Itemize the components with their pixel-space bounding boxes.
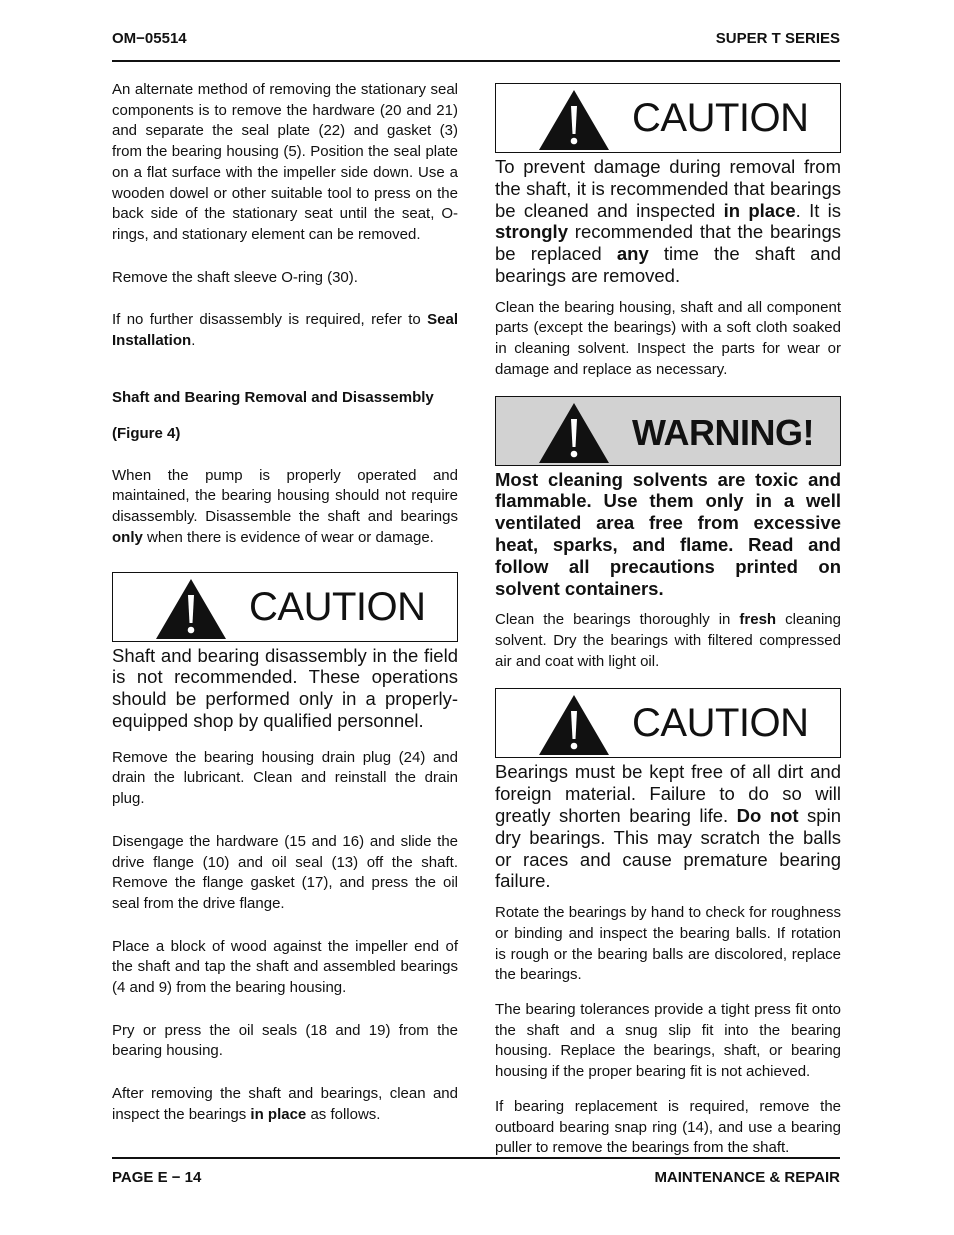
text: Bearings must be kept free of all dirt and foreign material. Failure to do so will greatly shorten bearing life. (495, 761, 841, 827)
warning-triangle-icon (538, 89, 610, 151)
emphasis: in place (250, 1105, 307, 1123)
caution-text: Shaft and bearing disassembly in the field is not recommended. These operations should be performed only in a properly-equipped shop by qualified personnel. (112, 644, 458, 731)
page-number: PAGE E − 14 (112, 1169, 202, 1186)
text: Clean the bearings thoroughly in (495, 611, 740, 629)
caution-label: CAUTION (249, 584, 426, 629)
warning-label: WARNING! (632, 411, 814, 453)
emphasis: any (616, 243, 649, 265)
text: spin dry bearings. This may scratch the balls or races and cause premature bearing failure. (495, 805, 841, 892)
text: . It is (795, 199, 841, 221)
paragraph-inspect-bearings (112, 1084, 458, 1125)
warning-triangle-icon (538, 402, 610, 464)
paragraph-clean-bearings (495, 610, 841, 672)
emphasis: strongly (495, 221, 568, 243)
warning-triangle-icon (155, 578, 227, 640)
text: If no further disassembly is required, refer to (112, 311, 428, 329)
text: recommended that the bearings be replaced (495, 221, 841, 265)
text: as follows. (306, 1105, 381, 1123)
paragraph-refer-seal (112, 310, 458, 351)
seal-installation-ref: Seal Installation (112, 311, 458, 350)
paragraph-bearing-tolerances: The bearing tolerances provide a tight press fit onto the shaft and a snug slip fit into the bearing housing. Replace the bearings, shaft, or bearing housing if the proper bearing fit is not achieved. (495, 1001, 841, 1081)
caution-sign-1 (495, 83, 841, 153)
emphasis: fresh (739, 611, 777, 629)
text: cleaning solvent. Dry the bearings with filtered compressed air and coat with light oil. (495, 611, 841, 670)
caution-text-2 (495, 761, 841, 892)
left-column (112, 80, 458, 1126)
text: when there is evidence of wear or damage. (142, 528, 434, 546)
series-title: SUPER T SERIES (715, 30, 840, 47)
caution-sign (112, 572, 458, 642)
paragraph-block-of-wood: Place a block of wood against the impeller end of the shaft and tap the shaft and assembled bearings (4 and 9) from the bearing housing. (112, 937, 458, 997)
text: . (191, 332, 196, 350)
caution-sign-2 (495, 688, 841, 758)
emphasis: only (112, 528, 143, 546)
figure-reference: (Figure 4) (112, 424, 181, 442)
caution-text-1 (495, 156, 841, 287)
caution-label: CAUTION (632, 701, 809, 746)
emphasis: Do not (736, 805, 799, 827)
warning-triangle-icon (538, 694, 610, 756)
paragraph-drain-plug: Remove the bearing housing drain plug (24) and drain the lubricant. Clean and reinstall the drain plug. (112, 748, 458, 808)
document-number: OM−05514 (112, 30, 187, 47)
paragraph-drive-flange: Disengage the hardware (15 and 16) and slide the drive flange (10) and oil seal (13) off the shaft. Remove the flange gasket (17), and press the oil seal from the drive flange. (112, 832, 458, 912)
text: After removing the shaft and bearings, clean and inspect the bearings (112, 1085, 458, 1123)
text: time the shaft and bearings are removed. (495, 243, 842, 286)
paragraph-rotate-bearings: Rotate the bearings by hand to check for roughness or binding and inspect the bearing balls. If rotation is rough or the bearing balls are discolored, replace the bearings. (495, 904, 841, 984)
section-heading: Shaft and Bearing Removal and Disassembly (112, 388, 434, 406)
right-column (495, 83, 841, 1159)
warning-sign (495, 396, 841, 466)
paragraph-bearing-replacement: If bearing replacement is required, remove the outboard bearing snap ring (14), and use a bearing puller to remove the bearings from the shaft. (495, 1097, 841, 1157)
text: When the pump is properly operated and maintained, the bearing housing should not require disassembly. Disassemble the shaft and bearings (112, 466, 458, 526)
warning-text: Most cleaning solvents are toxic and flammable. Use them only in a well ventilated area free from excessive heat, sparks, and flame. Read and follow all precautions printed on solvent containers. (495, 468, 841, 599)
paragraph-remove-oring: Remove the shaft sleeve O-ring (30). (112, 268, 358, 286)
page-footer (112, 1157, 840, 1189)
page-header (112, 30, 840, 62)
paragraph-bearing-housing (112, 466, 458, 549)
caution-label: CAUTION (632, 96, 809, 140)
emphasis: in place (723, 199, 796, 221)
paragraph-alternate-method: An alternate method of removing the stationary seal components is to remove the hardware (20 and 21) and separate the seal plate (22) and gasket (3) from the bearing housing (5). Position the seal plate on a flat surface with the impeller side down. Use a wooden dowel or other suitable tool to press on the back side of the stationary seat until the seat, O-rings, and stationary element can be removed. (112, 81, 458, 243)
section-name: MAINTENANCE & REPAIR (654, 1169, 840, 1186)
text: To prevent damage during removal from the shaft, it is recommended that bearings be cleaned and inspected (495, 156, 841, 221)
paragraph-clean-housing: Clean the bearing housing, shaft and all component parts (except the bearings) with a soft cloth soaked in cleaning solvent. Inspect the parts for wear or damage and replace as necessary. (495, 298, 841, 378)
paragraph-oil-seals: Pry or press the oil seals (18 and 19) from the bearing housing. (112, 1021, 458, 1060)
